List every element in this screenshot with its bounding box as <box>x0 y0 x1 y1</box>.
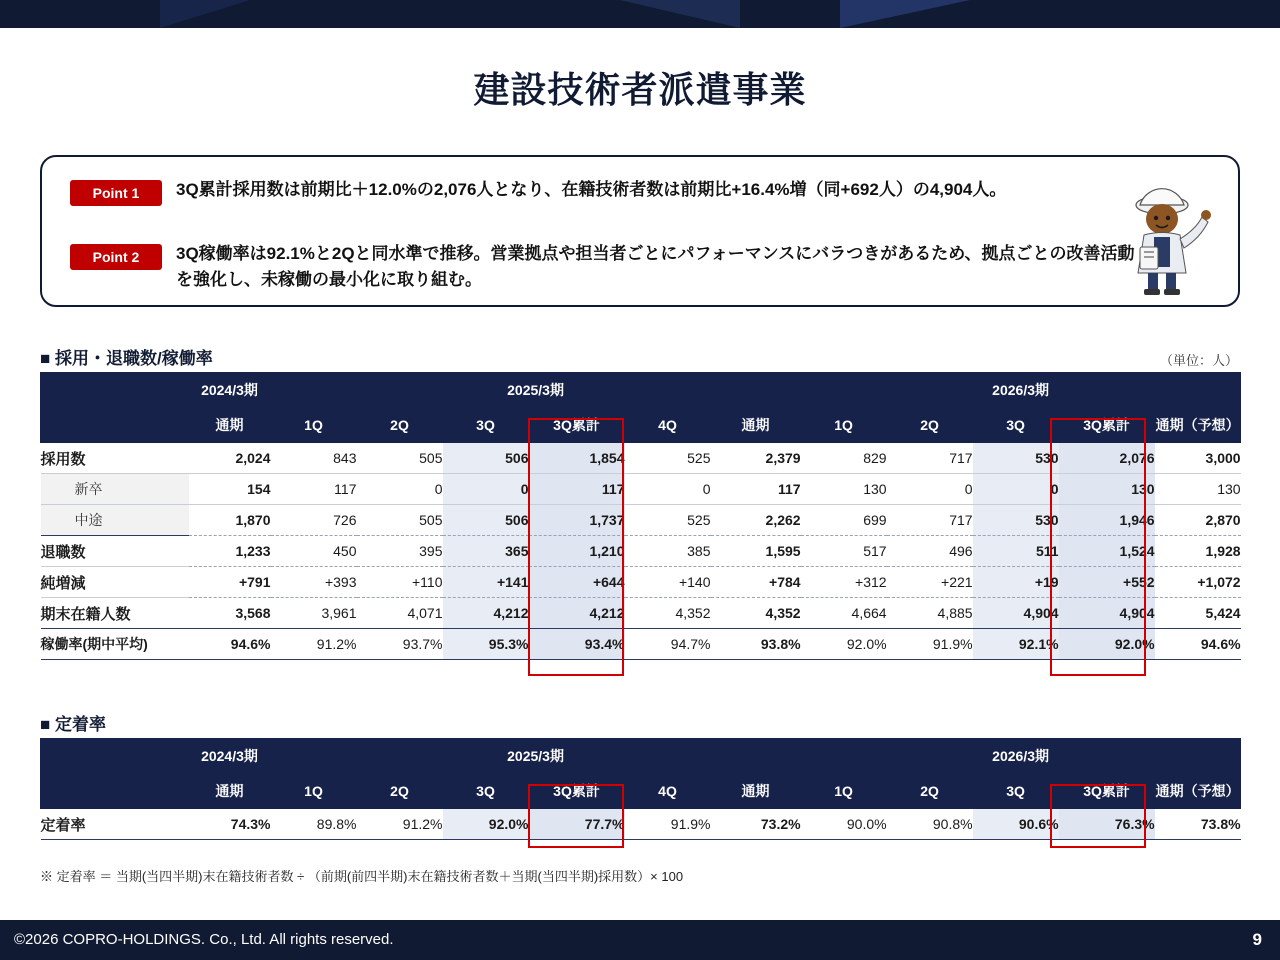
cell: 2,379 <box>711 443 801 474</box>
period-header-3: 3Q <box>443 408 529 443</box>
row-label-chuto: 中途 <box>41 505 189 536</box>
cell: 91.2% <box>271 629 357 660</box>
retention-table <box>40 738 1241 840</box>
points-box <box>40 155 1240 307</box>
cell: 4,904 <box>973 598 1059 629</box>
period-header-8: 2Q <box>887 774 973 809</box>
table-row <box>41 536 1241 567</box>
cell: 92.1% <box>973 629 1059 660</box>
cell: +141 <box>443 567 529 598</box>
period-header-2: 2Q <box>357 408 443 443</box>
point-2-text: 3Q稼働率は92.1%と2Qと同水準で推移。営業拠点や担当者ごとにパフォーマンスにバラつきがあるため、拠点ごとの改善活動を強化し、未稼働の最小化に取り組む。 <box>176 244 1135 289</box>
cell: 73.2% <box>711 809 801 840</box>
cell: 450 <box>271 536 357 567</box>
cell: 843 <box>271 443 357 474</box>
cell: 829 <box>801 443 887 474</box>
top-decorative-bar <box>0 0 1280 28</box>
cell: 73.8% <box>1155 809 1241 840</box>
period-header-1: 1Q <box>271 774 357 809</box>
cell: 1,870 <box>189 505 271 536</box>
cell: 1,524 <box>1059 536 1155 567</box>
cell: 94.6% <box>1155 629 1241 660</box>
period-header-11: 通期（予想） <box>1155 774 1241 809</box>
row-label-saiyo: 採用数 <box>41 443 189 474</box>
cell: 0 <box>887 474 973 505</box>
group-header-fy2024: 2024/3期 <box>189 373 271 408</box>
decor-triangle-mid <box>620 0 740 28</box>
row-label-taishoku: 退職数 <box>41 536 189 567</box>
cell: 726 <box>271 505 357 536</box>
cell: +552 <box>1059 567 1155 598</box>
cell: 90.6% <box>973 809 1059 840</box>
cell: +19 <box>973 567 1059 598</box>
cell: 1,233 <box>189 536 271 567</box>
cell: 2,870 <box>1155 505 1241 536</box>
cell: 4,352 <box>711 598 801 629</box>
cell: 496 <box>887 536 973 567</box>
period-header-6: 通期 <box>711 408 801 443</box>
cell: +312 <box>801 567 887 598</box>
cell: 699 <box>801 505 887 536</box>
cell: 93.7% <box>357 629 443 660</box>
period-header-2: 2Q <box>357 774 443 809</box>
cell: 76.3% <box>1059 809 1155 840</box>
cell: 530 <box>973 505 1059 536</box>
point-row-2 <box>70 241 1150 292</box>
cell: 91.2% <box>357 809 443 840</box>
period-header-5: 4Q <box>625 774 711 809</box>
cell: 1,737 <box>529 505 625 536</box>
cell: 505 <box>357 505 443 536</box>
cell: 1,946 <box>1059 505 1155 536</box>
cell: 1,210 <box>529 536 625 567</box>
cell: 92.0% <box>801 629 887 660</box>
cell: 130 <box>801 474 887 505</box>
cell: 1,595 <box>711 536 801 567</box>
group-header-fy2025: 2025/3期 <box>271 739 801 774</box>
table-group-header-row <box>41 373 1241 408</box>
period-header-4: 3Q累計 <box>529 408 625 443</box>
row-label-teichakuritsu: 定着率 <box>41 809 189 840</box>
row-label-kimatsu: 期末在籍人数 <box>41 598 189 629</box>
table-row <box>41 567 1241 598</box>
cell: 93.4% <box>529 629 625 660</box>
section-2-heading: ■ 定着率 <box>40 715 106 734</box>
table-row <box>41 629 1241 660</box>
cell: 4,904 <box>1059 598 1155 629</box>
table-row <box>41 474 1241 505</box>
group-header-fy2026: 2026/3期 <box>801 739 1241 774</box>
cell: 90.0% <box>801 809 887 840</box>
cell: 77.7% <box>529 809 625 840</box>
copyright-text: ©2026 COPRO-HOLDINGS. Co., Ltd. All rights reserved. <box>14 931 394 948</box>
period-header-8: 2Q <box>887 408 973 443</box>
unit-note: （単位：人） <box>1159 353 1238 368</box>
row-label-junzogen: 純増減 <box>41 567 189 598</box>
cell: 4,885 <box>887 598 973 629</box>
cell: 395 <box>357 536 443 567</box>
point-2-badge: Point 2 <box>70 244 162 270</box>
cell: +1,072 <box>1155 567 1241 598</box>
period-header-6: 通期 <box>711 774 801 809</box>
group-header-blank <box>41 739 189 774</box>
period-header-0: 通期 <box>189 408 271 443</box>
cell: 365 <box>443 536 529 567</box>
period-header-9: 3Q <box>973 408 1059 443</box>
cell: 94.6% <box>189 629 271 660</box>
cell: 506 <box>443 505 529 536</box>
period-header-10: 3Q累計 <box>1059 774 1155 809</box>
cell: 4,664 <box>801 598 887 629</box>
footnote: ※ 定着率 ＝ 当期(当四半期)末在籍技術者数 ÷ （前期(前四半期)末在籍技術者数＋当期(当四半期)採用数）× 100 <box>40 869 684 884</box>
period-header-3: 3Q <box>443 774 529 809</box>
cell: 2,024 <box>189 443 271 474</box>
cell: 517 <box>801 536 887 567</box>
cell: 0 <box>357 474 443 505</box>
cell: 717 <box>887 443 973 474</box>
cell: 525 <box>625 505 711 536</box>
page-number: 9 <box>1252 930 1262 949</box>
cell: +110 <box>357 567 443 598</box>
table-row <box>41 598 1241 629</box>
cell: 117 <box>711 474 801 505</box>
cell: 4,352 <box>625 598 711 629</box>
cell: +784 <box>711 567 801 598</box>
row-label-shinsotsu: 新卒 <box>41 474 189 505</box>
cell: 91.9% <box>625 809 711 840</box>
period-header-5: 4Q <box>625 408 711 443</box>
cell: 92.0% <box>1059 629 1155 660</box>
cell: 93.8% <box>711 629 801 660</box>
decor-triangle-right <box>840 0 970 28</box>
table-row <box>41 809 1241 840</box>
cell: 0 <box>625 474 711 505</box>
worker-mascot-icon <box>1110 175 1220 295</box>
cell: 4,071 <box>357 598 443 629</box>
period-header-7: 1Q <box>801 408 887 443</box>
cell: 0 <box>973 474 1059 505</box>
cell: 506 <box>443 443 529 474</box>
point-1-badge: Point 1 <box>70 180 162 206</box>
cell: 95.3% <box>443 629 529 660</box>
cell: 130 <box>1059 474 1155 505</box>
cell: 117 <box>271 474 357 505</box>
cell: 3,000 <box>1155 443 1241 474</box>
cell: 525 <box>625 443 711 474</box>
cell: +644 <box>529 567 625 598</box>
cell: 1,928 <box>1155 536 1241 567</box>
cell: 511 <box>973 536 1059 567</box>
cell: 2,262 <box>711 505 801 536</box>
period-header-4: 3Q累計 <box>529 774 625 809</box>
cell: 0 <box>443 474 529 505</box>
cell: +791 <box>189 567 271 598</box>
group-header-fy2026: 2026/3期 <box>801 373 1241 408</box>
section-1-heading: ■ 採用・退職数/稼働率 <box>40 349 213 368</box>
period-header-11: 通期（予想） <box>1155 408 1241 443</box>
cell: 3,568 <box>189 598 271 629</box>
cell: 94.7% <box>625 629 711 660</box>
cell: 385 <box>625 536 711 567</box>
page-title: 建設技術者派遣事業 <box>473 69 807 110</box>
period-header-7: 1Q <box>801 774 887 809</box>
cell: +221 <box>887 567 973 598</box>
point-row-1 <box>70 177 1150 206</box>
period-header-blank <box>41 774 189 809</box>
table-row <box>41 505 1241 536</box>
group-header-fy2024: 2024/3期 <box>189 739 271 774</box>
decor-triangle-left <box>160 0 250 28</box>
group-header-blank <box>41 373 189 408</box>
cell: 4,212 <box>443 598 529 629</box>
period-header-1: 1Q <box>271 408 357 443</box>
point-1-text: 3Q累計採用数は前期比＋12.0%の2,076人となり、在籍技術者数は前期比+16.4%増（同+692人）の4,904人。 <box>176 180 1007 199</box>
cell: 4,212 <box>529 598 625 629</box>
period-header-10: 3Q累計 <box>1059 408 1155 443</box>
cell: 117 <box>529 474 625 505</box>
cell: 505 <box>357 443 443 474</box>
period-header-blank <box>41 408 189 443</box>
cell: 3,961 <box>271 598 357 629</box>
cell: 130 <box>1155 474 1241 505</box>
table-group-header-row <box>41 739 1241 774</box>
cell: 717 <box>887 505 973 536</box>
cell: 1,854 <box>529 443 625 474</box>
cell: +393 <box>271 567 357 598</box>
table-period-header-row <box>41 774 1241 809</box>
period-header-9: 3Q <box>973 774 1059 809</box>
cell: 89.8% <box>271 809 357 840</box>
footer-bar <box>0 920 1280 960</box>
cell: 91.9% <box>887 629 973 660</box>
cell: 154 <box>189 474 271 505</box>
cell: 530 <box>973 443 1059 474</box>
table-row <box>41 443 1241 474</box>
cell: 2,076 <box>1059 443 1155 474</box>
cell: +140 <box>625 567 711 598</box>
row-label-kadoritsu: 稼働率(期中平均) <box>41 629 189 660</box>
cell: 5,424 <box>1155 598 1241 629</box>
cell: 74.3% <box>189 809 271 840</box>
cell: 92.0% <box>443 809 529 840</box>
group-header-fy2025: 2025/3期 <box>271 373 801 408</box>
table-period-header-row <box>41 408 1241 443</box>
cell: 90.8% <box>887 809 973 840</box>
period-header-0: 通期 <box>189 774 271 809</box>
recruitment-table <box>40 372 1241 660</box>
